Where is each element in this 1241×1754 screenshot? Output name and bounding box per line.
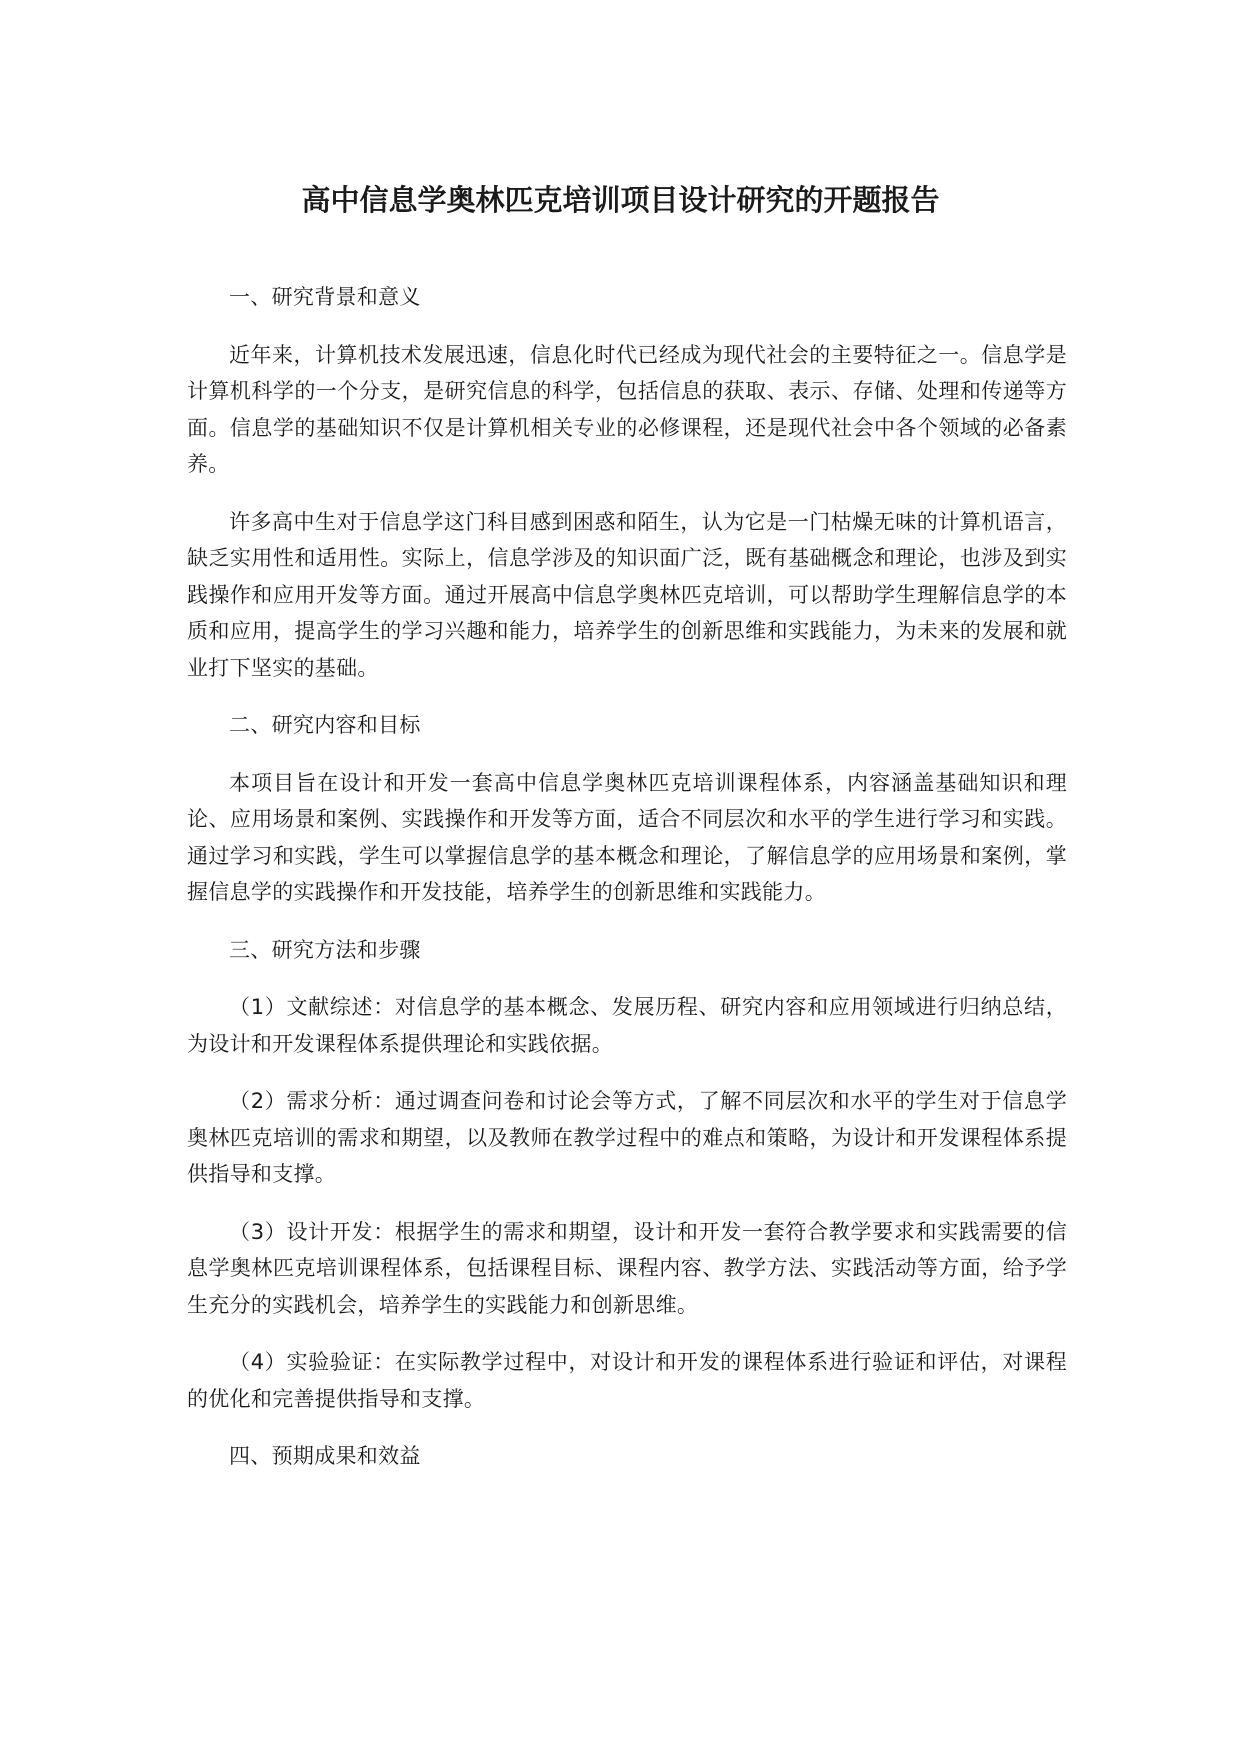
section-heading: 二、研究内容和目标 xyxy=(229,713,421,737)
paragraph: （4）实验验证：在实际教学过程中，对设计和开发的课程体系进行验证和评估，对课程的优化和完善提供指导和支撑。 xyxy=(187,1350,1067,1411)
paragraph: （3）设计开发：根据学生的需求和期望，设计和开发一套符合教学要求和实践需要的信息学奥林匹克培训课程体系，包括课程目标、课程内容、教学方法、实践活动等方面，给予学生充分的实践机会，培养学生的实践能力和创新思维。 xyxy=(187,1219,1067,1317)
paragraph: 许多高中生对于信息学这门科目感到困惑和陌生，认为它是一门枯燥无味的计算机语言，缺乏实用性和适用性。实际上，信息学涉及的知识面广泛，既有基础概念和理论，也涉及到实践操作和应用开发等方面。通过开展高中信息学奥林匹克培训，可以帮助学生理解信息学的本质和应用，提高学生的学习兴趣和能力，培养学生的创新思维和实践能力，为未来的发展和就业打下坚实的基础。 xyxy=(187,509,1067,680)
section-heading: 一、研究背景和意义 xyxy=(229,285,421,309)
paragraph: （2）需求分析：通过调查问卷和讨论会等方式，了解不同层次和水平的学生对于信息学奥林匹克培训的需求和期望，以及教师在教学过程中的难点和策略，为设计和开发课程体系提供指导和支撑。 xyxy=(187,1089,1067,1186)
section-heading: 三、研究方法和步骤 xyxy=(229,937,421,962)
paragraph: 近年来，计算机技术发展迅速，信息化时代已经成为现代社会的主要特征之一。信息学是计算机科学的一个分支，是研究信息的科学，包括信息的获取、表示、存储、处理和传递等方面。信息学的基础知识不仅是计算机相关专业的必修课程，还是现代社会中各个领域的必备素养。 xyxy=(187,342,1067,476)
paragraph: （1）文献综述：对信息学的基本概念、发展历程、研究内容和应用领域进行归纳总结，为设计和开发课程体系提供理论和实践依据。 xyxy=(187,995,1067,1056)
document-title: 高中信息学奥林匹克培训项目设计研究的开题报告 xyxy=(301,183,940,217)
section-heading: 四、预期成果和效益 xyxy=(229,1444,421,1468)
paragraph: 本项目旨在设计和开发一套高中信息学奥林匹克培训课程体系，内容涵盖基础知识和理论、应用场景和案例、实践操作和开发等方面，适合不同层次和水平的学生进行学习和实践。通过学习和实践，学生可以掌握信息学的基本概念和理论，了解信息学的应用场景和案例，掌握信息学的实践操作和开发技能，培养学生的创新思维和实践能力。 xyxy=(187,770,1067,904)
document-body xyxy=(187,279,1067,1496)
